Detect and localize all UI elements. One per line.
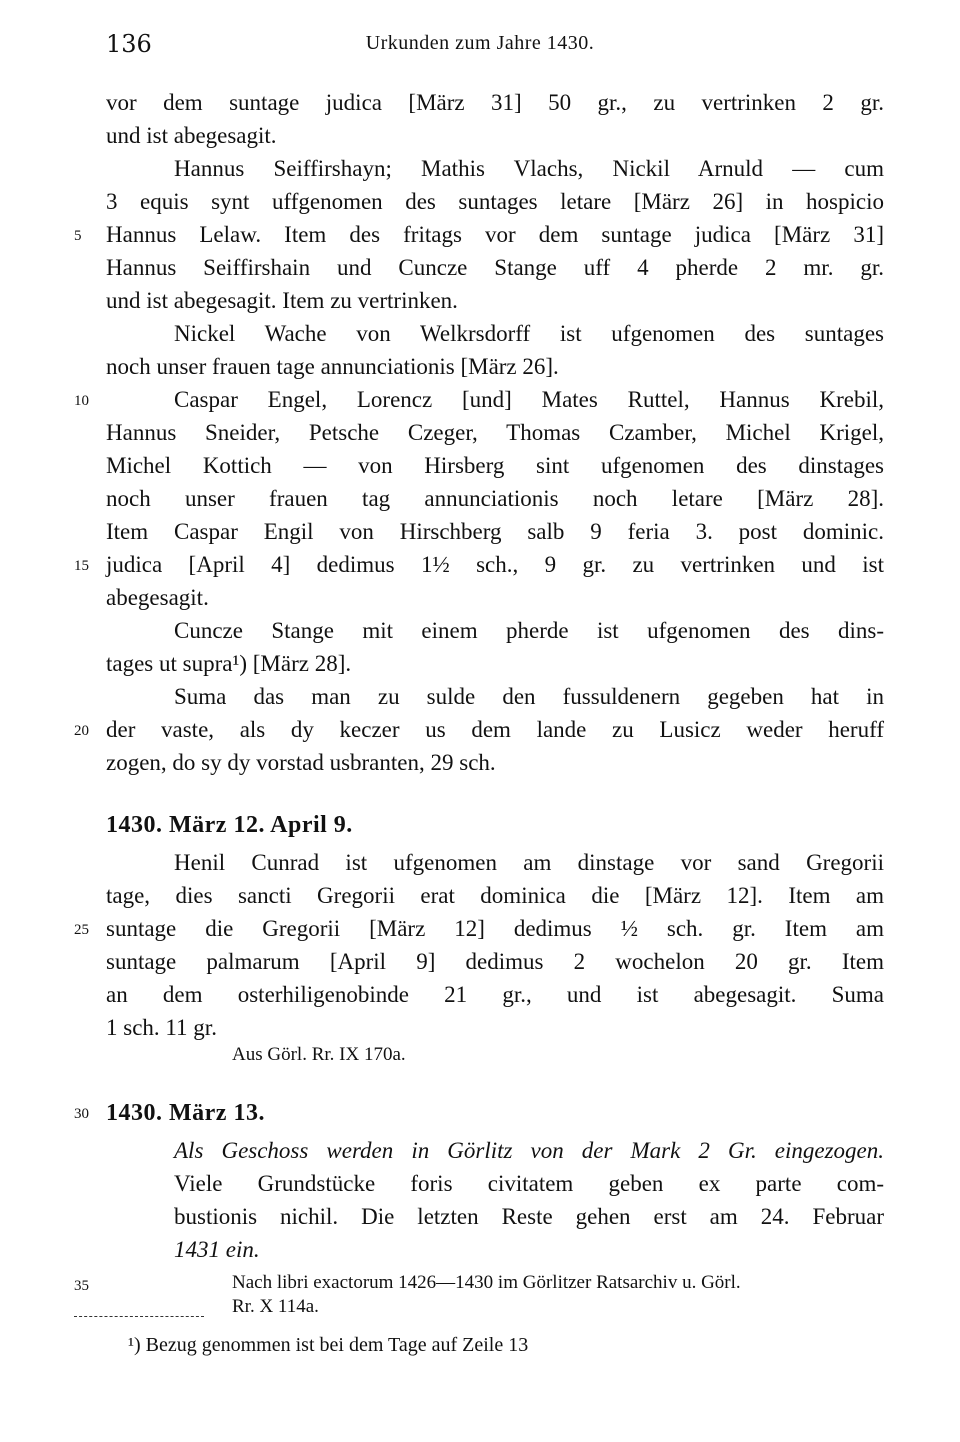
source-citation: Rr. X 114a. (232, 1296, 319, 1317)
section-line: 1431 ein. (174, 1237, 260, 1262)
body-line: der vaste, als dy keczer us dem lande zu Lusicz weder heruff (106, 717, 884, 742)
body-line: Michel Kottich — von Hirsberg sint ufgenomen des dinstages (106, 453, 884, 478)
section-line: Henil Cunrad ist ufgenomen am dinstage vor sand Gregorii (174, 850, 884, 875)
body-line: judica [April 4] dedimus 1½ sch., 9 gr. zu vertrinken und ist (106, 552, 884, 577)
body-line: 3 equis synt uffgenomen des suntages letare [März 26] in hospicio (106, 189, 884, 214)
body-line: zogen, do sy dy vorstad usbranten, 29 sch. (106, 750, 496, 775)
section-line: 1 sch. 11 gr. (106, 1015, 217, 1040)
body-line: Nickel Wache von Welkrsdorff ist ufgenomen des suntages (174, 321, 884, 346)
body-line: Hannus Sneider, Petsche Czeger, Thomas Czamber, Michel Krigel, (106, 420, 884, 445)
section-line: bustionis nichil. Die letzten Reste gehen erst am 24. Februar (174, 1204, 884, 1229)
body-line: Item Caspar Engil von Hirschberg salb 9 feria 3. post dominic. (106, 519, 884, 544)
section-heading: 1430. März 13. (106, 1100, 265, 1126)
source-citation: Aus Görl. Rr. IX 170a. (232, 1044, 406, 1065)
line-number: 25 (74, 922, 89, 938)
body-line: tages ut supra¹) [März 28]. (106, 651, 352, 676)
body-line: noch unser frauen tag annunciationis noch letare [März 28]. (106, 486, 884, 511)
section-line: tage, dies sancti Gregorii erat dominica die [März 12]. Item am (106, 883, 884, 908)
page-number: 136 (106, 30, 152, 58)
source-citation: Nach libri exactorum 1426—1430 im Görlitzer Ratsarchiv u. Görl. (232, 1272, 741, 1293)
footnote-divider (74, 1316, 204, 1317)
section-line: suntage die Gregorii [März 12] dedimus ½ sch. gr. Item am (106, 916, 884, 941)
body-line: vor dem suntage judica [März 31] 50 gr., zu vertrinken 2 gr. (106, 90, 884, 115)
section-line: Als Geschoss werden in Görlitz von der Mark 2 Gr. eingezogen. (174, 1138, 884, 1163)
body-line: Suma das man zu sulde den fussuldenern gegeben hat in (174, 684, 884, 709)
section-line: an dem osterhiligenobinde 21 gr., und ist abegesagit. Suma (106, 982, 884, 1007)
body-line: Hannus Lelaw. Item des fritags vor dem suntage judica [März 31] (106, 222, 884, 247)
body-line: Caspar Engel, Lorencz [und] Mates Ruttel, Hannus Krebil, (174, 387, 884, 412)
body-line: und ist abegesagit. (106, 123, 277, 148)
body-line: Hannus Seiffirshayn; Mathis Vlachs, Nickil Arnuld — cum (174, 156, 884, 181)
line-number: 5 (74, 228, 82, 244)
running-title: Urkunden zum Jahre 1430. (365, 32, 595, 54)
body-line: Cuncze Stange mit einem pherde ist ufgenomen des dins- (174, 618, 884, 643)
line-number: 20 (74, 723, 89, 739)
line-number: 30 (74, 1106, 89, 1122)
section-line: Viele Grundstücke foris civitatem geben ex parte com- (174, 1171, 884, 1196)
line-number: 15 (74, 558, 89, 574)
line-number: 35 (74, 1278, 89, 1294)
line-number: 10 (74, 393, 89, 409)
body-line: Hannus Seiffirshain und Cuncze Stange uff 4 pherde 2 mr. gr. (106, 255, 884, 280)
section-line: suntage palmarum [April 9] dedimus 2 wochelon 20 gr. Item (106, 949, 884, 974)
footnote: ¹) Bezug genommen ist bei dem Tage auf Zeile 13 (128, 1334, 529, 1356)
body-line: abegesagit. (106, 585, 209, 610)
section-heading: 1430. März 12. April 9. (106, 812, 353, 838)
body-line: noch unser frauen tage annunciationis [März 26]. (106, 354, 559, 379)
body-line: und ist abegesagit. Item zu vertrinken. (106, 288, 458, 313)
